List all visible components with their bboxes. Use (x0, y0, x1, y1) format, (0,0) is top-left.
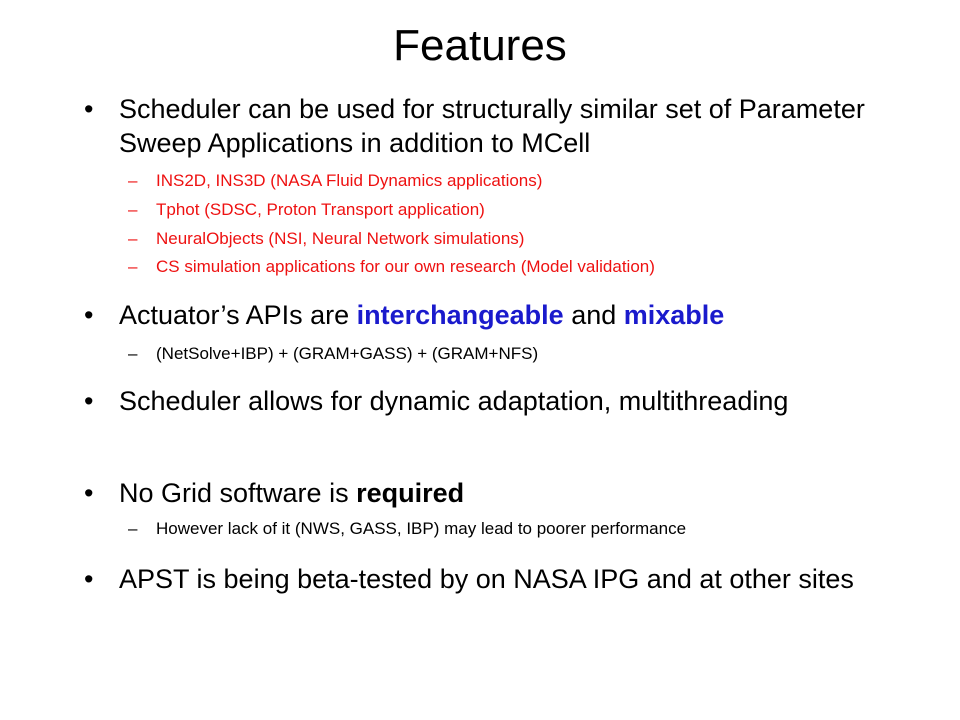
bullet-apst-beta (84, 562, 884, 596)
bullet-text: Scheduler allows for dynamic adaptation, multithreading (119, 386, 789, 416)
bullet-marker: • (84, 300, 94, 330)
bullet-no-grid-software (84, 476, 884, 510)
bullet-marker: • (84, 94, 94, 124)
dash-marker: – (128, 344, 138, 363)
emphasis-required: required (356, 478, 465, 508)
sub-item-lack-of-grid: – However lack of it (NWS, GASS, IBP) may lead to poorer performance (128, 519, 687, 538)
bullet-text: No Grid software is required (119, 478, 465, 508)
bullet-marker: • (84, 564, 94, 594)
bullet-text: Actuator’s APIs are interchangeable and mixable (119, 300, 725, 330)
dash-marker: – (128, 171, 138, 190)
slide-title: Features (393, 21, 567, 70)
sub-item-tphot: – Tphot (SDSC, Proton Transport application) (128, 200, 485, 219)
dash-marker: – (128, 519, 138, 538)
emphasis-mixable: mixable (623, 300, 725, 330)
sub-item-ins2d: – INS2D, INS3D (NASA Fluid Dynamics applications) (128, 171, 543, 190)
bullet-marker: • (84, 386, 94, 416)
sub-item-cs-simulation: – CS simulation applications for our own research (Model validation) (128, 257, 655, 276)
bullet-dynamic-adaptation (84, 384, 884, 418)
dash-marker: – (128, 229, 138, 248)
bullet-text: APST is being beta-tested by on NASA IPG and at other sites (119, 564, 854, 594)
dash-marker: – (128, 257, 138, 276)
bullet-scheduler-psa (84, 92, 884, 160)
sub-item-api-combos: – (NetSolve+IBP) + (GRAM+GASS) + (GRAM+NFS) (128, 344, 539, 363)
bullet-actuator-apis (84, 298, 884, 332)
bullet-marker: • (84, 478, 94, 508)
dash-marker: – (128, 200, 138, 219)
sub-item-neuralobjects: – NeuralObjects (NSI, Neural Network simulations) (128, 229, 525, 248)
emphasis-interchangeable: interchangeable (356, 300, 564, 330)
bullet-text: Scheduler can be used for structurally similar set of Parameter Sweep Applications in addition to MCell (119, 94, 865, 158)
